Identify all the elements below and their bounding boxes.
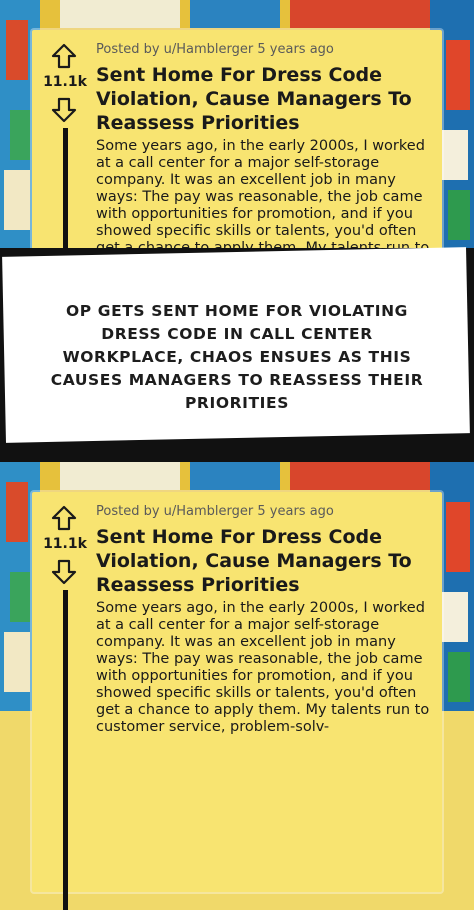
post-meta[interactable]: Posted by u/Hamblerger 5 years ago bbox=[96, 42, 334, 57]
vote-count: 11.1k bbox=[43, 536, 87, 552]
top-panel bbox=[0, 0, 474, 252]
upvote-arrow-icon[interactable] bbox=[50, 504, 78, 532]
bottom-panel bbox=[0, 462, 474, 735]
post-body-text: Some years ago, in the early 2000s, I worked at a call center for a major self-storage company. It was an excellent job in many ways: The pay was reasonable, the job came with opportunities for promotion, and if you showed specific skills or talents, you'd often get a chance to apply them. My talents run to customer service, problem-solv- bbox=[96, 600, 430, 735]
thread-line bbox=[63, 590, 68, 910]
post-body-text: Some years ago, in the early 2000s, I worked at a call center for a major self-storage company. It was an excellent job in many ways: The pay was reasonable, the job came with opportunities for promotion, and if you showed specific skills or talents, you'd often bbox=[96, 138, 425, 239]
post-body bbox=[96, 600, 436, 736]
caption-text: OP GETS SENT HOME FOR VIOLATING DRESS CODE IN CALL CENTER WORKPLACE, CHAOS ENSUES AS THIS CAUSES MANAGERS TO REASSESS THEIR PRIORITIES bbox=[50, 302, 424, 412]
downvote-arrow-icon[interactable] bbox=[50, 558, 78, 586]
vote-count: 11.1k bbox=[43, 74, 87, 90]
upvote-arrow-icon[interactable] bbox=[50, 42, 78, 70]
downvote-arrow-icon[interactable] bbox=[50, 96, 78, 124]
post-title[interactable]: Sent Home For Dress Code Violation, Cause Managers To Reassess Priorities bbox=[96, 526, 412, 596]
post-meta[interactable]: Posted by u/Hamblerger 5 years ago bbox=[96, 504, 334, 519]
post-title[interactable]: Sent Home For Dress Code Violation, Cause Managers To Reassess Priorities bbox=[96, 64, 412, 134]
reddit-post-card bbox=[32, 492, 442, 892]
